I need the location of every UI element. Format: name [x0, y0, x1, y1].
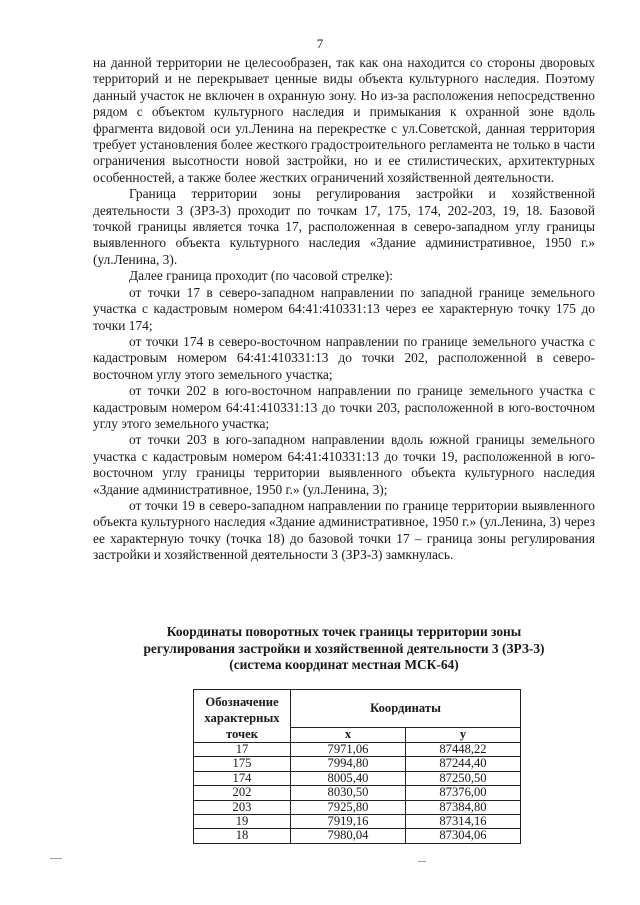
- paragraph: от точки 17 в северо-западном направлении по западной границе земельного участка с кадастровым номером 64:41:410331:13 через ее характерную точку 175 до точки 174;: [93, 284, 595, 333]
- scan-mark: [50, 858, 62, 859]
- header-x: x: [291, 727, 406, 742]
- header-coordinates: Координаты: [291, 690, 521, 728]
- table-row: [194, 800, 521, 814]
- table-title-line: регулирования застройки и хозяйственной деятельности 3 (ЗРЗ-3): [143, 640, 545, 656]
- paragraph: от точки 203 в юго-западном направлении вдоль южной границы земельного участка с кадастровым номером 64:41:410331:13 до точки 19, расположенной в юго-восточном углу границы территории выявленного объекта культурного наследия «Здание административное, 1950 г.» (ул.Ленина, 3);: [93, 432, 595, 497]
- cell-x: 8030,50: [291, 786, 406, 800]
- table-title-line: (система координат местная МСК-64): [229, 657, 459, 672]
- paragraph: от точки 19 в северо-западном направлении по границе территории выявленного объекта культурного наследия «Здание административное, 1950 г.» (ул.Ленина, 3) через ее характерную точку (точка 18) до базовой точки 17 – граница зоны регулирования застройки и хозяйственной деятельности 3 (ЗРЗ-3) замкнулась.: [93, 497, 595, 563]
- table-row: [194, 786, 521, 800]
- cell-x: 7980,04: [291, 829, 406, 843]
- paragraph: Граница территории зоны регулирования застройки и хозяйственной деятельности 3 (ЗРЗ-3) проходит по точкам 17, 175, 174, 202-203, 19, 18. Базовой точкой границы является точка 17, расположенная в северо-западном углу границы выявленного объекта культурного наследия «Здание административное, 1950 г.» (ул.Ленина, 3).: [93, 186, 595, 267]
- cell-y: 87448,22: [406, 743, 521, 757]
- cell-y: 87376,00: [406, 786, 521, 800]
- cell-point: 175: [194, 757, 291, 771]
- paragraph: от точки 174 в северо-восточном направлении по границе земельного участка с кадастровым номером 64:41:410331:13 до точки 202, расположенной в северо-восточном углу этого земельного участка;: [93, 333, 595, 382]
- cell-y: 87314,16: [406, 815, 521, 829]
- cell-y: 87250,50: [406, 771, 521, 785]
- table-row: [194, 757, 521, 771]
- cell-y: 87304,06: [406, 829, 521, 843]
- cell-x: 8005,40: [291, 771, 406, 785]
- table-row: [194, 743, 521, 757]
- table-header-row: [194, 690, 521, 728]
- cell-x: 7925,80: [291, 800, 406, 814]
- header-y: y: [406, 727, 521, 742]
- cell-point: 18: [194, 829, 291, 843]
- table-title-line: Координаты поворотных точек границы территории зоны: [166, 624, 522, 639]
- paragraph: от точки 202 в юго-восточном направлении по границе земельного участка с кадастровым номером 64:41:410331:13 до точки 203, расположенной в юго-восточном углу этого земельного участка;: [93, 383, 595, 431]
- cell-x: 7971,06: [291, 743, 406, 757]
- paragraph: Далее граница проходит (по часовой стрелке):: [129, 268, 393, 284]
- header-point-label: Обозначение характерных точек: [194, 690, 291, 743]
- table-row: [194, 771, 521, 785]
- cell-point: 17: [194, 743, 291, 757]
- paragraph: на данной территории не целесообразен, так как она находится со стороны дворовых территорий и не перекрывает ценные виды объекта культурного наследия. Поэтому данный участок не включен в охранную зону. Но из-за расположения непосредственно рядом с объектом культурного наследия и примыкания к охранной зоне вдоль фрагмента видовой оси ул.Ленина на перекрестке с ул.Советской, данная территория требует установления более жесткого градостроительного регламента не только в части ограничения высотности новой застройки, но и ее стилистических, архитектурных особенностей, а также более жестких ограничений хозяйственной деятельности.: [93, 55, 595, 185]
- document-body: [93, 55, 595, 564]
- cell-x: 7919,16: [291, 815, 406, 829]
- cell-y: 87244,40: [406, 757, 521, 771]
- cell-point: 19: [194, 815, 291, 829]
- table-row: [194, 815, 521, 829]
- scan-mark: [418, 861, 426, 862]
- coordinates-table: [193, 689, 521, 844]
- cell-y: 87384,80: [406, 800, 521, 814]
- table-row: [194, 829, 521, 843]
- page-number: 7: [316, 36, 324, 51]
- cell-point: 202: [194, 786, 291, 800]
- cell-point: 203: [194, 800, 291, 814]
- table-title: [93, 624, 595, 674]
- cell-x: 7994,80: [291, 757, 406, 771]
- cell-point: 174: [194, 771, 291, 785]
